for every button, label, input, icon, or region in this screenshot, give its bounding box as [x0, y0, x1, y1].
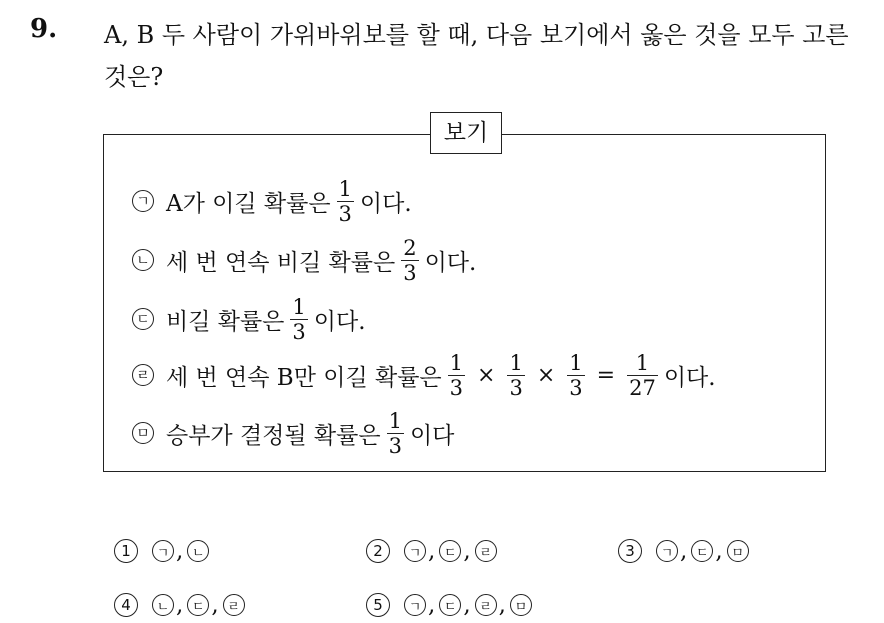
- item-text: 승부가 결정될 확률은: [166, 422, 381, 449]
- fraction-denominator: 3: [403, 260, 417, 285]
- choice-number: 1: [114, 539, 138, 563]
- choice-mark: ㄱ: [656, 540, 678, 562]
- item-suffix: 이다: [409, 422, 455, 449]
- fraction-denominator: 3: [388, 433, 402, 458]
- item-suffix: 이다.: [313, 308, 366, 335]
- choice-number: 4: [114, 593, 138, 617]
- choice-1[interactable]: 1 ㄱ , ㄴ: [114, 538, 209, 564]
- fraction: [567, 351, 584, 400]
- item-mark: ㄹ: [132, 364, 154, 386]
- bogi-item-3: [132, 288, 366, 350]
- choice-mark: ㄷ: [187, 594, 209, 616]
- fraction-denominator: 27: [629, 375, 656, 400]
- fraction: [627, 351, 658, 400]
- fraction: [401, 236, 418, 285]
- choice-mark: ㄷ: [439, 594, 461, 616]
- bogi-item-1: [132, 170, 412, 232]
- choice-mark: ㄹ: [475, 540, 497, 562]
- fraction: [290, 295, 307, 344]
- choice-4[interactable]: 4 ㄴ , ㄷ , ㄹ: [114, 592, 245, 618]
- item-mark: ㅁ: [132, 422, 154, 444]
- fraction: [448, 351, 465, 400]
- choice-5[interactable]: 5 ㄱ , ㄷ , ㄹ , ㅁ: [366, 592, 532, 618]
- fraction: [337, 177, 354, 226]
- fraction-denominator: 3: [569, 375, 583, 400]
- fraction-denominator: 3: [449, 375, 464, 400]
- fraction-numerator: 1: [338, 176, 352, 201]
- item-mark: ㄴ: [132, 249, 154, 271]
- choice-mark: ㅁ: [727, 540, 749, 562]
- item-suffix: 이다.: [663, 364, 716, 391]
- choice-number: 2: [366, 539, 390, 563]
- choice-mark: ㄱ: [404, 594, 426, 616]
- choice-mark: ㄷ: [691, 540, 713, 562]
- choice-number: 3: [618, 539, 642, 563]
- equals-operator: =: [596, 362, 616, 388]
- fraction-numerator: 1: [388, 408, 402, 433]
- fraction-denominator: 3: [509, 375, 523, 400]
- fraction-numerator: 1: [635, 350, 650, 375]
- fraction-denominator: 3: [338, 201, 352, 226]
- choice-3[interactable]: 3 ㄱ , ㄷ , ㅁ: [618, 538, 749, 564]
- choice-mark: ㄱ: [404, 540, 426, 562]
- choice-mark: ㄴ: [187, 540, 209, 562]
- choice-mark: ㄱ: [152, 540, 174, 562]
- fraction: [387, 409, 404, 458]
- choice-mark: ㄹ: [475, 594, 497, 616]
- item-suffix: 이다.: [424, 249, 477, 276]
- question-text: A, B 두 사람이 가위바위보를 할 때, 다음 보기에서 옳은 것을 모두 고른 것은?: [104, 21, 849, 91]
- bogi-item-2: [132, 229, 476, 291]
- choice-2[interactable]: 2 ㄱ , ㄷ , ㄹ: [366, 538, 497, 564]
- choice-number: 5: [366, 593, 390, 617]
- item-text: 세 번 연속 B만 이길 확률은: [166, 364, 442, 391]
- fraction-numerator: 1: [449, 350, 464, 375]
- item-text: 비길 확률은: [166, 308, 285, 335]
- item-mark: ㄷ: [132, 308, 154, 330]
- choice-mark: ㄷ: [439, 540, 461, 562]
- fraction-numerator: 1: [509, 350, 523, 375]
- fraction-numerator: 1: [569, 350, 583, 375]
- question-number: 9.: [30, 14, 58, 44]
- fraction-numerator: 2: [403, 235, 417, 260]
- choice-mark: ㄹ: [223, 594, 245, 616]
- fraction-denominator: 3: [292, 319, 306, 344]
- choice-mark: ㅁ: [510, 594, 532, 616]
- bogi-item-5: [132, 402, 454, 464]
- fraction-numerator: 1: [292, 294, 306, 319]
- times-operator: ×: [536, 362, 556, 388]
- item-suffix: 이다.: [359, 190, 412, 217]
- item-text: A가 이길 확률은: [166, 190, 331, 217]
- item-text: 세 번 연속 비길 확률은: [166, 249, 396, 276]
- bogi-title: 보기: [430, 112, 502, 154]
- times-operator: ×: [477, 362, 496, 388]
- fraction: [507, 351, 524, 400]
- choice-mark: ㄴ: [152, 594, 174, 616]
- item-mark: ㄱ: [132, 190, 154, 212]
- bogi-item-4: [132, 344, 716, 406]
